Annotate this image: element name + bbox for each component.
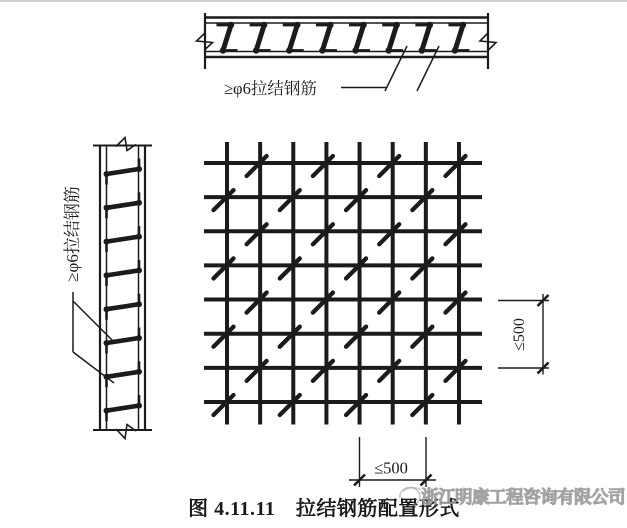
tie-bar	[356, 25, 364, 51]
tie-tick	[379, 361, 399, 381]
longitudinal-bar-dot	[104, 340, 110, 346]
top-tie-label: ≥φ6拉结钢筋	[224, 79, 317, 98]
tie-tick	[412, 395, 432, 415]
longitudinal-bar-dot	[427, 22, 433, 28]
longitudinal-bar-dot	[136, 301, 142, 307]
tie-bar	[223, 25, 231, 51]
longitudinal-bar-dot	[104, 272, 110, 278]
longitudinal-bar-dot	[136, 234, 142, 240]
longitudinal-bar-dot	[294, 22, 300, 28]
tie-tick	[247, 293, 267, 313]
tie-tick	[412, 327, 432, 347]
tie-bar	[107, 406, 140, 411]
longitudinal-bar-dot	[136, 335, 142, 341]
tie-bar	[322, 25, 330, 51]
tie-tick	[379, 224, 399, 244]
longitudinal-bar-dot	[360, 22, 366, 28]
longitudinal-bar-dot	[228, 22, 234, 28]
tie-bar	[107, 372, 140, 377]
tie-tick	[214, 395, 234, 415]
left-tie-label: ≥φ6拉结钢筋	[63, 186, 82, 282]
longitudinal-bar-dot	[352, 47, 358, 53]
longitudinal-bar-dot	[261, 22, 267, 28]
leader-segment	[73, 352, 114, 383]
tie-tick	[247, 361, 267, 381]
tie-bar	[256, 25, 264, 51]
tie-tick	[313, 224, 333, 244]
tie-tick	[346, 190, 366, 210]
longitudinal-bar-dot	[104, 205, 110, 211]
tie-tick	[280, 190, 300, 210]
longitudinal-bar-dot	[286, 47, 292, 53]
longitudinal-bar-dot	[460, 22, 466, 28]
longitudinal-bar-dot	[104, 408, 110, 414]
tie-bar	[107, 169, 140, 174]
vertical-spacing-value: ≤500	[511, 318, 528, 351]
longitudinal-bar-dot	[136, 200, 142, 206]
horizontal-spacing-value: ≤500	[374, 458, 408, 478]
longitudinal-bar-dot	[220, 47, 226, 53]
longitudinal-bar-dot	[104, 171, 110, 177]
tie-tick	[445, 361, 465, 381]
longitudinal-bar-dot	[394, 22, 400, 28]
tie-bar	[289, 25, 297, 51]
break-mark	[116, 138, 136, 151]
tie-tick	[346, 395, 366, 415]
leader-line-left	[73, 292, 114, 383]
longitudinal-bar-dot	[136, 369, 142, 375]
longitudinal-bar-dot	[136, 403, 142, 409]
longitudinal-bar-dot	[253, 47, 259, 53]
reinforcement-mesh-grid	[204, 142, 482, 425]
tie-tick	[280, 395, 300, 415]
longitudinal-bar-dot	[452, 47, 458, 53]
longitudinal-bar-dot	[327, 22, 333, 28]
tie-tick	[214, 327, 234, 347]
longitudinal-bar-dot	[136, 267, 142, 273]
longitudinal-bar-dot	[319, 47, 325, 53]
tie-tick	[280, 327, 300, 347]
tie-tick	[379, 156, 399, 176]
tie-bar	[107, 203, 140, 208]
watermark	[400, 487, 625, 507]
tie-tick	[214, 258, 234, 278]
tie-tick	[313, 293, 333, 313]
longitudinal-bar-dot	[136, 166, 142, 172]
tie-bars-column	[104, 159, 143, 422]
tie-tick	[445, 224, 465, 244]
tie-tick	[445, 293, 465, 313]
tie-tick	[412, 190, 432, 210]
tie-tick	[346, 258, 366, 278]
tie-tick	[280, 258, 300, 278]
tie-bar	[107, 237, 140, 242]
watermark-company-name: 浙江明康工程咨询有限公司	[421, 487, 625, 507]
longitudinal-bar-dot	[104, 239, 110, 245]
wall-vertical-section	[73, 138, 152, 439]
tie-bar	[107, 270, 140, 275]
tie-tick	[247, 224, 267, 244]
longitudinal-bar-dot	[419, 47, 425, 53]
tie-tick	[313, 156, 333, 176]
tie-bar	[389, 25, 397, 51]
tie-tick	[313, 361, 333, 381]
tie-bar	[455, 25, 463, 51]
tie-tick	[346, 327, 366, 347]
tie-tick	[412, 258, 432, 278]
longitudinal-bar-dot	[104, 306, 110, 312]
tie-tick	[445, 156, 465, 176]
figure-caption: 图 4.11.11 拉结钢筋配置形式	[188, 498, 460, 520]
tie-tick	[379, 293, 399, 313]
tie-bar	[422, 25, 430, 51]
tie-tick	[247, 156, 267, 176]
tie-bars-row	[217, 22, 470, 54]
longitudinal-bar-dot	[386, 47, 392, 53]
break-mark	[116, 425, 136, 439]
tie-tick	[214, 190, 234, 210]
tie-bar	[107, 304, 140, 309]
